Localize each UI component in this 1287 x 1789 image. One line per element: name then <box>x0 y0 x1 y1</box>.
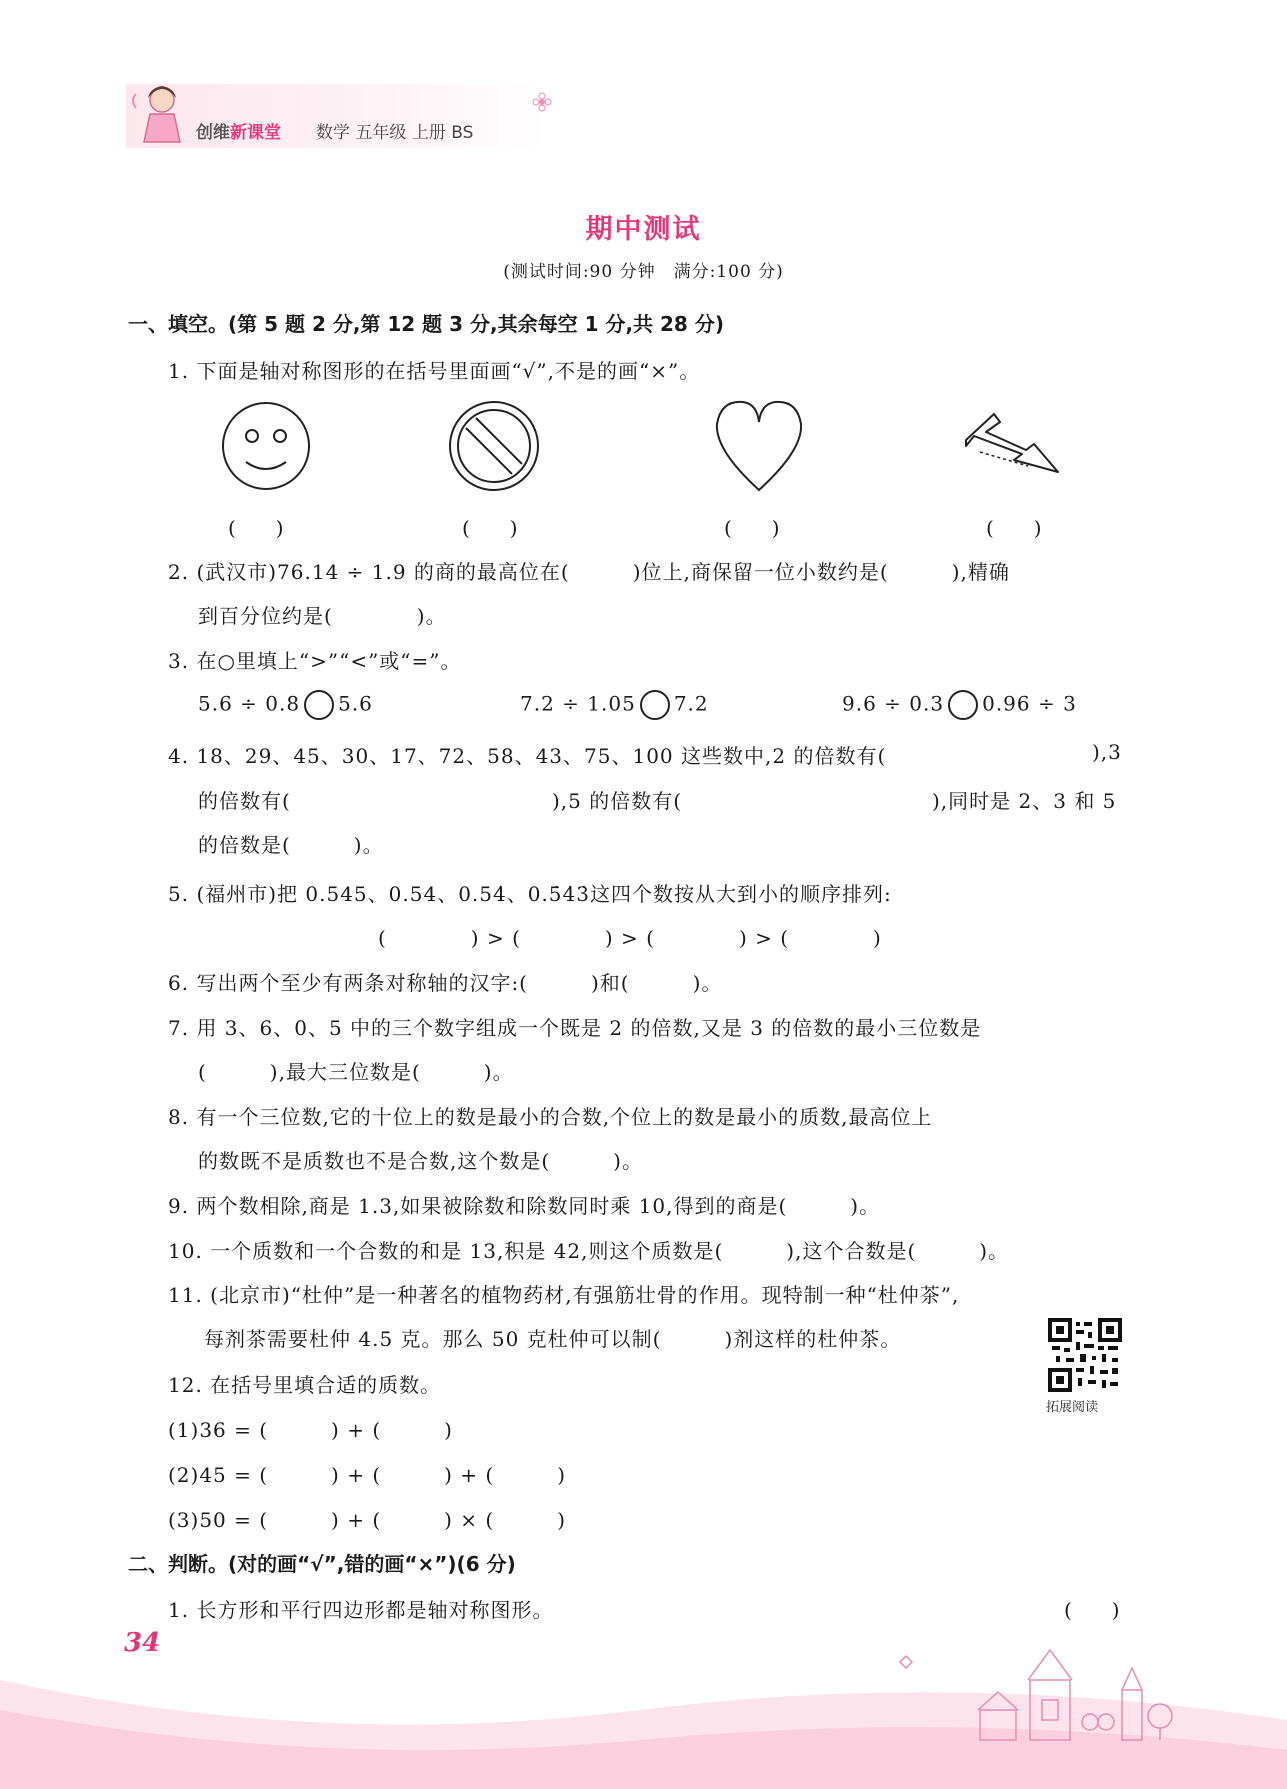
q12-item-1: (1)36 = ( ) + ( ) <box>168 1418 453 1442</box>
q9: 9. 两个数相除,商是 1.3,如果被除数和除数同时乘 10,得到的商是( )。 <box>168 1194 881 1218</box>
q2-line1: 2. (武汉市)76.14 ÷ 1.9 的商的最高位在( )位上,商保留一位小数约是( ),精确 <box>168 560 1010 584</box>
header-subject: 数学 五年级 上册 BS <box>316 123 474 143</box>
q3-item-1-right: 5.6 <box>338 691 373 716</box>
q11-line1: 11. (北京市)“杜仲”是一种著名的植物药材,有强筋壮骨的作用。现特制一种“杜仲茶”, <box>168 1283 960 1307</box>
compare-circle[interactable] <box>304 690 334 720</box>
cartoon-girl-icon <box>128 80 192 152</box>
page-number: 34 <box>124 1628 161 1658</box>
section1-heading: 一、填空。(第 5 题 2 分,第 12 题 3 分,其余每空 1 分,共 28 分) <box>128 312 724 336</box>
compare-circle[interactable] <box>948 690 978 720</box>
page-subtitle: (测试时间:90 分钟 满分:100 分) <box>503 262 784 282</box>
qr-label: 拓展阅读 <box>1046 1400 1099 1415</box>
brand-part1: 创维 <box>196 123 230 143</box>
q3-item-2 <box>520 690 709 720</box>
section2-heading: 二、判断。(对的画“√”,错的画“×”)(6 分) <box>128 1552 516 1576</box>
q5-line1: 5. (福州市)把 0.545、0.54、0.54̇、0.5̇4̇3̇这四个数按从大到小的顺序排列: <box>168 882 892 906</box>
header-brand <box>196 118 281 143</box>
q11-line2: 每剂茶需要杜仲 4.5 克。那么 50 克杜仲可以制( )剂这样的杜仲茶。 <box>204 1327 902 1351</box>
q8-line1: 8. 有一个三位数,它的十位上的数是最小的合数,个位上的数是最小的质数,最高位上 <box>168 1105 933 1129</box>
q5-line2: ( ) > ( ) > ( ) > ( ) <box>378 926 882 950</box>
q12-item-3: (3)50 = ( ) + ( ) × ( ) <box>168 1508 567 1532</box>
q3-item-1-left: 5.6 ÷ 0.8 <box>198 691 301 716</box>
flower-icon <box>532 92 552 112</box>
q4-line1-end: ),3 <box>1092 740 1122 764</box>
compare-circle[interactable] <box>640 690 670 720</box>
q12: 12. 在括号里填合适的质数。 <box>168 1373 442 1397</box>
q3-text: 3. 在○里填上“>”“<”或“=”。 <box>168 649 462 673</box>
q1-answer-blank-3[interactable]: ( ) <box>724 516 780 540</box>
q3-item-3-right: 0.96 ÷ 3 <box>982 691 1077 716</box>
q8-line2: 的数既不是质数也不是合数,这个数是( )。 <box>198 1149 643 1173</box>
q3-item-3-left: 9.6 ÷ 0.3 <box>842 691 945 716</box>
no-sign-icon <box>446 398 542 494</box>
s2-q1-answer-blank[interactable]: ( ) <box>1064 1598 1120 1622</box>
s2-q1: 1. 长方形和平行四边形都是轴对称图形。 <box>168 1598 554 1622</box>
q4-line3: 的倍数是( )。 <box>198 833 384 857</box>
q1-answer-blank-1[interactable]: ( ) <box>228 516 284 540</box>
q10: 10. 一个质数和一个合数的和是 13,积是 42,则这个质数是( ),这个合数是( )。 <box>168 1239 1010 1263</box>
q6: 6. 写出两个至少有两条对称轴的汉字:( )和( )。 <box>168 971 723 995</box>
q3-item-2-right: 7.2 <box>673 691 709 716</box>
q3-item-2-left: 7.2 ÷ 1.05 <box>520 691 636 716</box>
q3-item-3 <box>842 690 1077 720</box>
heart-icon <box>713 398 805 494</box>
q12-item-2: (2)45 = ( ) + ( ) + ( ) <box>168 1463 567 1487</box>
brand-part2: 新课堂 <box>230 123 281 143</box>
page-title: 期中测试 <box>585 214 702 245</box>
q4-line2a: 的倍数有( <box>198 789 291 813</box>
q4-line2b: ),5 的倍数有( <box>552 789 683 813</box>
q7-line2: ( ),最大三位数是( )。 <box>198 1060 514 1084</box>
q4-line1: 4. 18、29、45、30、17、72、58、43、75、100 这些数中,2 的倍数有( <box>168 744 887 768</box>
q2-line2: 到百分位约是( )。 <box>198 604 447 628</box>
q1-answer-blank-4[interactable]: ( ) <box>986 516 1042 540</box>
lightning-icon <box>964 412 1064 482</box>
q3-item-1 <box>198 690 373 720</box>
q7-line1: 7. 用 3、6、0、5 中的三个数字组成一个既是 2 的倍数,又是 3 的倍数的最小三位数是 <box>168 1016 982 1040</box>
q1-text: 1. 下面是轴对称图形的在括号里面画“√”,不是的画“×”。 <box>168 359 701 383</box>
q1-answer-blank-2[interactable]: ( ) <box>462 516 518 540</box>
q4-line2c: ),同时是 2、3 和 5 <box>932 789 1117 813</box>
qr-code-icon[interactable] <box>1048 1318 1122 1392</box>
castle-illustration-icon <box>860 1640 1190 1750</box>
smiley-face-icon <box>218 398 314 494</box>
